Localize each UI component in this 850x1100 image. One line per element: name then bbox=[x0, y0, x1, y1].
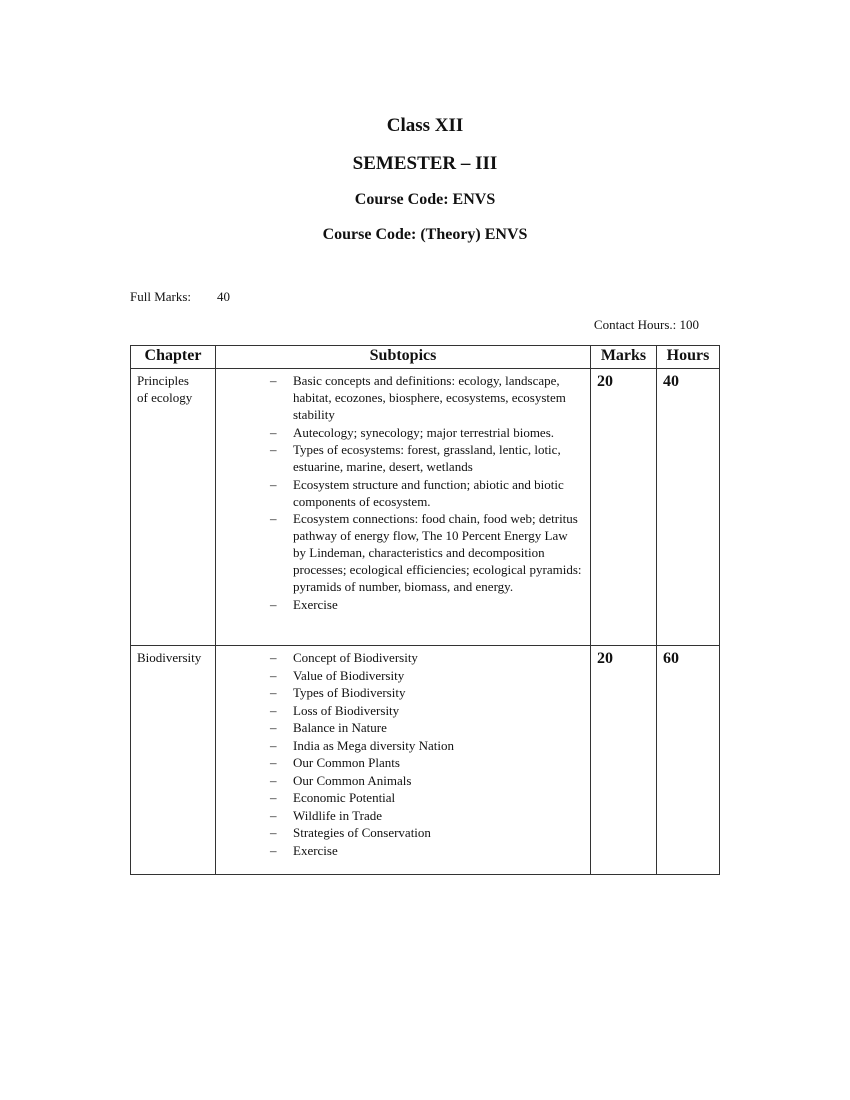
header-subtopics: Subtopics bbox=[216, 346, 591, 369]
subtopic-item: – Ecosystem structure and function; abiotic and biotic components of ecosystem. bbox=[216, 476, 582, 510]
full-marks-value: 40 bbox=[217, 289, 231, 304]
chapter-name-line: Biodiversity bbox=[137, 650, 202, 665]
table-header-row bbox=[131, 346, 720, 369]
header-chapter: Chapter bbox=[131, 346, 216, 369]
semester-heading: SEMESTER – III bbox=[352, 153, 498, 174]
subtopic-item: – Wildlife in Trade bbox=[216, 807, 582, 824]
table-row bbox=[131, 369, 720, 646]
subtopics-cell bbox=[216, 369, 591, 646]
subtopic-item: – Types of Biodiversity bbox=[216, 684, 582, 701]
course-code-theory-heading: Course Code: (Theory) ENVS bbox=[322, 226, 528, 243]
marks-cell: 20 bbox=[591, 369, 657, 646]
subtopic-item: – Autecology; synecology; major terrestrial biomes. bbox=[216, 424, 582, 441]
subtopic-list bbox=[216, 649, 582, 859]
hours-cell: 60 bbox=[657, 646, 720, 875]
syllabus-table bbox=[130, 345, 720, 875]
subtopic-item: – Exercise bbox=[216, 842, 582, 859]
header-hours: Hours bbox=[657, 346, 720, 369]
subtopic-item: – Our Common Plants bbox=[216, 754, 582, 771]
chapter-name-line: Principles bbox=[137, 373, 189, 388]
class-heading: Class XII bbox=[386, 115, 464, 136]
subtopic-item: – Concept of Biodiversity bbox=[216, 649, 582, 666]
subtopic-item: – Types of ecosystems: forest, grassland, lentic, lotic, estuarine, marine, desert, wetlands bbox=[216, 441, 582, 475]
chapter-name-line: of ecology bbox=[137, 390, 193, 405]
header-marks: Marks bbox=[591, 346, 657, 369]
full-marks-label: Full Marks: bbox=[130, 289, 192, 304]
subtopic-item: – Exercise bbox=[216, 596, 582, 613]
chapter-cell bbox=[131, 646, 216, 875]
subtopic-list bbox=[216, 372, 582, 613]
subtopic-item: – India as Mega diversity Nation bbox=[216, 737, 582, 754]
subtopic-item: – Loss of Biodiversity bbox=[216, 702, 582, 719]
subtopic-item: – Ecosystem connections: food chain, food web; detritus pathway of energy flow, The 10 Percent Energy Law by Lindeman, characteristics and decomposition processes; ecological efficiencies; ecological pyramids: pyramids of number, biomass, and energy. bbox=[216, 510, 582, 595]
subtopic-item: – Strategies of Conservation bbox=[216, 824, 582, 841]
hours-cell: 40 bbox=[657, 369, 720, 646]
full-marks bbox=[130, 289, 230, 305]
subtopic-item: – Our Common Animals bbox=[216, 772, 582, 789]
chapter-cell bbox=[131, 369, 216, 646]
contact-hours: Contact Hours.: 100 bbox=[593, 317, 699, 332]
subtopic-item: – Value of Biodiversity bbox=[216, 667, 582, 684]
table-row bbox=[131, 646, 720, 875]
subtopics-cell bbox=[216, 646, 591, 875]
subtopic-item: – Economic Potential bbox=[216, 789, 582, 806]
subtopic-item: – Balance in Nature bbox=[216, 719, 582, 736]
course-code-heading: Course Code: ENVS bbox=[354, 191, 496, 208]
subtopic-item: – Basic concepts and definitions: ecology, landscape, habitat, ecozones, biosphere, ecosystems, ecosystem stability bbox=[216, 372, 582, 423]
marks-cell: 20 bbox=[591, 646, 657, 875]
